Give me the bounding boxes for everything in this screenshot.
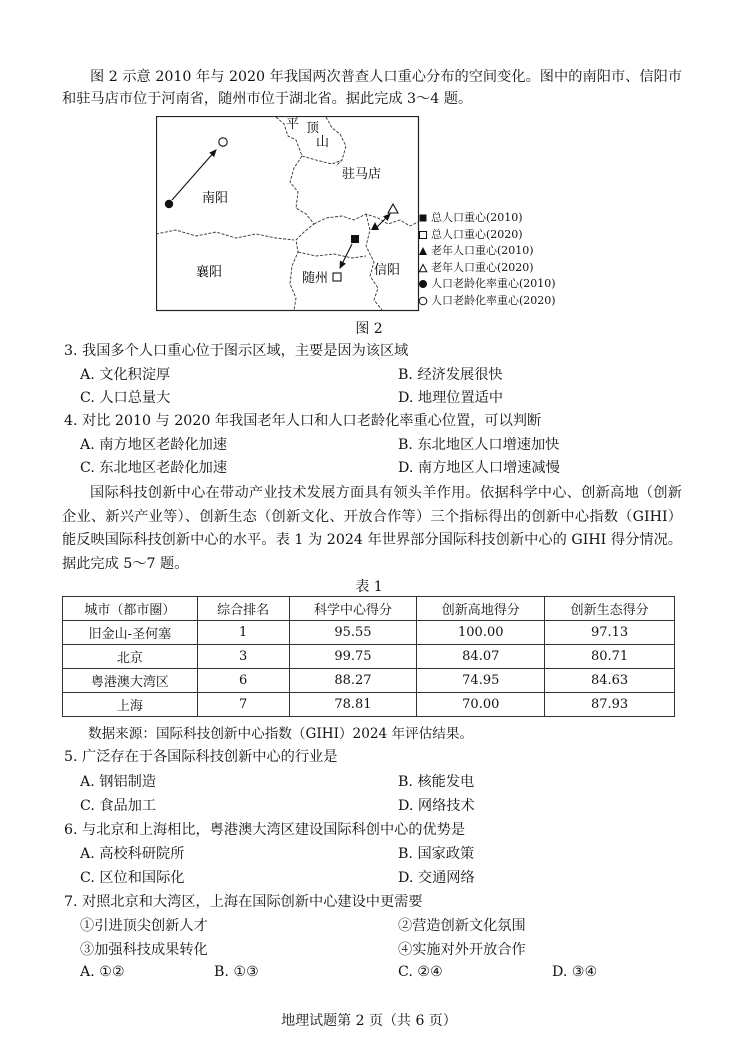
table-header-cell: 城市（都市圈）	[63, 597, 198, 621]
question-4-stem: 4. 对比 2010 与 2020 年我国老年人口和人口老龄化率重心位置，可以判断	[64, 413, 542, 429]
q4-option-c[interactable]: C. 东北地区老龄化加速	[80, 460, 228, 476]
legend-label: 总人口重心(2020)	[431, 227, 523, 241]
table-cell: 87.93	[545, 693, 675, 717]
table-cell: 6	[197, 669, 289, 693]
legend-item	[418, 260, 556, 277]
boundary-province	[156, 230, 294, 240]
q4-option-a[interactable]: A. 南方地区老龄化加速	[80, 437, 227, 453]
question-7-stem: 7. 对照北京和大湾区，上海在国际创新中心建设中更需要	[64, 894, 423, 910]
q7-option-a[interactable]: A. ①②	[80, 964, 125, 980]
figure-caption: 图 2	[355, 321, 383, 337]
elderly-arrow	[376, 214, 390, 228]
legend-label: 人口老龄化率重心(2010)	[431, 277, 556, 290]
triangle-filled-icon	[418, 246, 428, 256]
label-ping: 平	[286, 117, 300, 132]
question-5-stem: 5. 广泛存在于各国际科技创新中心的行业是	[64, 749, 338, 765]
table-row	[63, 669, 675, 693]
intro-paragraph-1: 图 2 示意 2010 年与 2020 年我国两次普查人口重心分布的空间变化。图中的南阳市、信阳市和驻马店市位于河南省，随州市位于湖北省。据此完成 3～4 题。	[62, 69, 682, 107]
question-6-stem: 6. 与北京和上海相比，粤港澳大湾区建设国际科创中心的优势是	[64, 822, 466, 838]
table-cell: 粤港澳大湾区	[63, 669, 198, 693]
table-header-row	[63, 597, 675, 621]
table-caption: 表 1	[355, 579, 383, 595]
q7-option-d[interactable]: D. ③④	[552, 964, 598, 980]
q4-option-b[interactable]: B. 东北地区人口增速加快	[398, 437, 560, 453]
table-row	[63, 645, 675, 669]
legend-item	[418, 276, 556, 293]
legend-item	[418, 210, 556, 227]
table-header-cell: 创新生态得分	[545, 597, 675, 621]
legend-label: 总人口重心(2010)	[431, 211, 523, 224]
legend-item	[418, 243, 556, 260]
label-xinyang: 信阳	[374, 263, 401, 278]
legend-label: 人口老龄化率重心(2020)	[431, 293, 556, 307]
table-cell: 上海	[63, 693, 198, 717]
table-cell: 74.95	[417, 669, 545, 693]
table-cell: 北京	[63, 645, 198, 669]
q7-option-b[interactable]: B. ①③	[214, 964, 259, 980]
q5-option-b[interactable]: B. 核能发电	[398, 774, 475, 790]
aging-rate-2010-marker	[165, 200, 173, 208]
table-cell: 80.71	[545, 645, 675, 669]
q3-option-c[interactable]: C. 人口总量大	[80, 390, 171, 406]
q6-option-b[interactable]: B. 国家政策	[398, 846, 475, 862]
label-shan: 山	[316, 135, 330, 150]
table-header-cell: 创新高地得分	[417, 597, 545, 621]
table-cell: 99.75	[289, 645, 417, 669]
legend-label: 老年人口重心(2010)	[431, 244, 534, 257]
q7-item-1: ①引进顶尖创新人才	[80, 918, 208, 934]
aging-rate-2020-marker	[219, 138, 227, 146]
label-zhumadian: 驻马店	[342, 167, 382, 182]
q6-option-a[interactable]: A. 高校科研院所	[80, 846, 185, 862]
map-legend	[418, 210, 556, 309]
table-header-cell: 科学中心得分	[289, 597, 417, 621]
boundary-pingdingshan-south	[302, 156, 342, 164]
label-xiangyang: 襄阳	[196, 265, 223, 280]
table-cell: 84.63	[545, 669, 675, 693]
label-suizhou: 随州	[302, 271, 329, 286]
legend-item	[418, 293, 556, 310]
q5-option-d[interactable]: D. 网络技术	[398, 798, 475, 814]
table-cell: 70.00	[417, 693, 545, 717]
q3-option-b[interactable]: B. 经济发展很快	[398, 367, 503, 383]
legend-label: 老年人口重心(2020)	[431, 260, 534, 274]
q3-option-d[interactable]: D. 地理位置适中	[398, 390, 504, 406]
table-header-cell: 综合排名	[197, 597, 289, 621]
table-row	[63, 693, 675, 717]
q5-option-c[interactable]: C. 食品加工	[80, 798, 157, 814]
legend-item	[418, 227, 556, 244]
map-frame	[157, 117, 419, 311]
table-row	[63, 621, 675, 645]
q4-option-d[interactable]: D. 南方地区人口增速减慢	[398, 460, 560, 476]
q5-option-a[interactable]: A. 钢铝制造	[80, 774, 157, 790]
gihi-table	[62, 596, 675, 717]
intro-paragraph-2: 国际科技创新中心在带动产业技术发展方面具有领头羊作用。依据科学中心、创新高地（创新企业、新兴产业等）、创新生态（创新文化、开放合作等）三个指标得出的创新中心指数（GIHI）能反映国际科技创新中心的水平。表 1 为 2024 年世界部分国际科技创新中心的 GIHI 得分情况。据此完成 5～7 题。	[62, 485, 682, 572]
table-source: 数据来源：国际科技创新中心指数（GIHI）2024 年评估结果。	[88, 726, 474, 742]
table-cell: 旧金山-圣何塞	[63, 621, 198, 645]
total-pop-2020-marker	[333, 273, 341, 281]
table-cell: 7	[197, 693, 289, 717]
circle-filled-icon	[418, 279, 428, 289]
q7-option-c[interactable]: C. ②④	[398, 964, 443, 980]
square-filled-icon	[418, 213, 428, 223]
q3-option-a[interactable]: A. 文化积淀厚	[80, 367, 171, 383]
elderly-2020-marker	[388, 204, 398, 213]
table-cell: 97.13	[545, 621, 675, 645]
question-3-stem: 3. 我国多个人口重心位于图示区域，主要是因为该区域	[64, 343, 409, 359]
label-nanyang: 南阳	[202, 191, 229, 206]
label-ding: 顶	[306, 121, 320, 136]
page-footer: 地理试题第 2 页（共 6 页）	[281, 1013, 457, 1029]
table-cell: 1	[197, 621, 289, 645]
q7-item-4: ④实施对外开放合作	[398, 942, 526, 958]
q7-item-2: ②营造创新文化氛围	[398, 918, 526, 934]
square-open-icon	[418, 230, 428, 240]
table-cell: 95.55	[289, 621, 417, 645]
q6-option-d[interactable]: D. 交通网络	[398, 870, 475, 886]
triangle-open-icon	[418, 263, 428, 273]
circle-open-icon	[418, 296, 428, 306]
q6-option-c[interactable]: C. 区位和国际化	[80, 870, 185, 886]
table-cell: 3	[197, 645, 289, 669]
table-cell: 84.07	[417, 645, 545, 669]
total-pop-2010-marker	[351, 235, 359, 243]
table-cell: 88.27	[289, 669, 417, 693]
table-cell: 100.00	[417, 621, 545, 645]
total-pop-arrow	[340, 244, 352, 268]
table-cell: 78.81	[289, 693, 417, 717]
boundary-suizhou-north	[298, 252, 366, 258]
q7-item-3: ③加强科技成果转化	[80, 942, 208, 958]
